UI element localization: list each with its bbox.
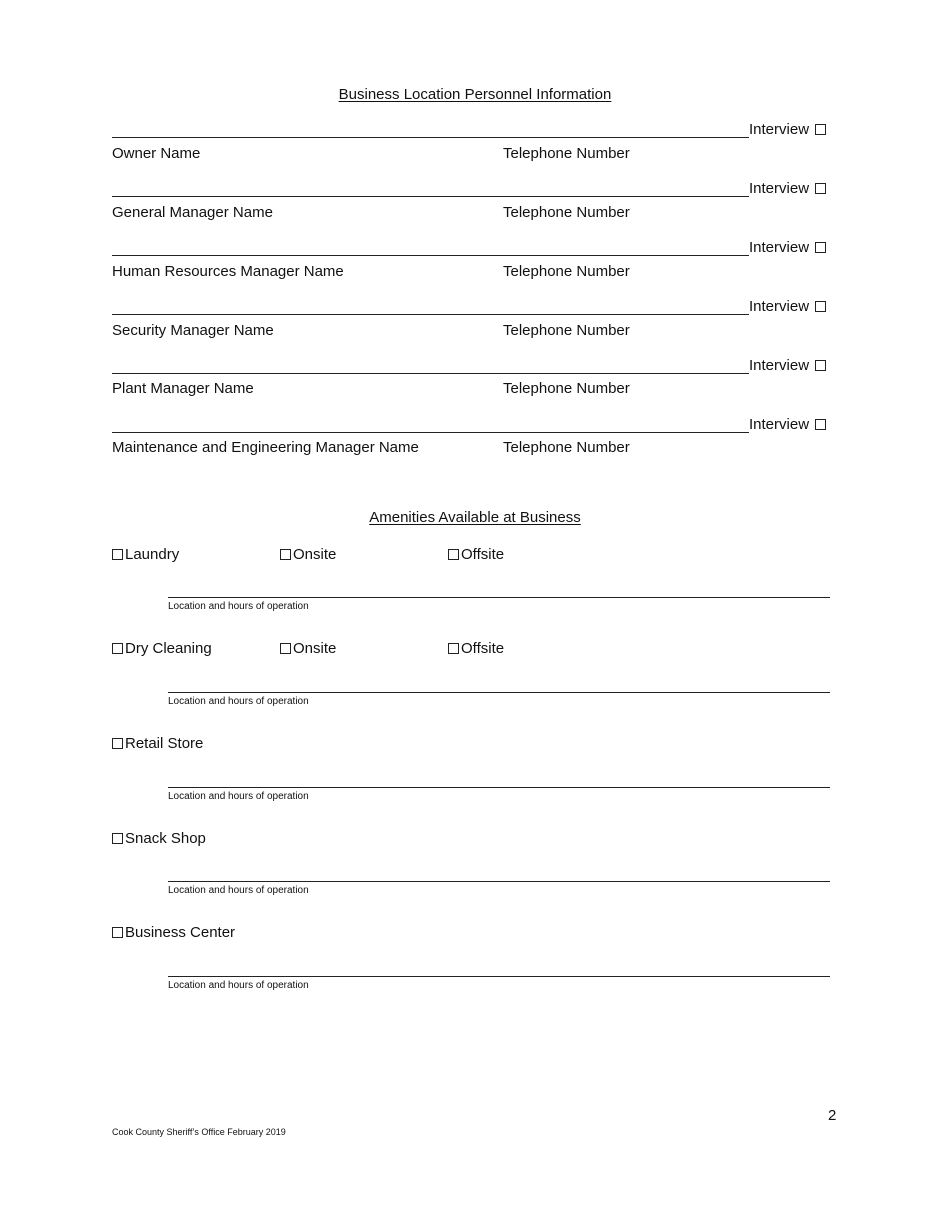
interview-checkbox-security-manager[interactable] xyxy=(749,298,826,315)
business-center-location-line[interactable] xyxy=(168,976,830,977)
checkbox-icon[interactable] xyxy=(280,549,291,560)
personnel-title: Business Location Personnel Information xyxy=(338,86,612,103)
checkbox-icon[interactable] xyxy=(815,124,826,135)
hr-manager-name-label: Human Resources Manager Name xyxy=(112,263,344,280)
checkbox-icon[interactable] xyxy=(815,242,826,253)
offsite-label: Offsite xyxy=(461,640,505,657)
location-hint: Location and hours of operation xyxy=(168,980,309,991)
snack-shop-checkbox[interactable] xyxy=(112,830,206,847)
interview-checkbox-general-manager[interactable] xyxy=(749,180,826,197)
location-hint: Location and hours of operation xyxy=(168,885,309,896)
interview-checkbox-owner[interactable] xyxy=(749,121,826,138)
laundry-offsite-checkbox[interactable] xyxy=(448,546,504,563)
telephone-number-label: Telephone Number xyxy=(503,380,630,397)
interview-label: Interview xyxy=(749,239,810,256)
location-hint: Location and hours of operation xyxy=(168,696,309,707)
retail-store-label: Retail Store xyxy=(125,735,204,752)
snack-shop-location-line[interactable] xyxy=(168,881,830,882)
laundry-location-line[interactable] xyxy=(168,597,830,598)
interview-label: Interview xyxy=(749,180,810,197)
checkbox-icon[interactable] xyxy=(448,549,459,560)
interview-label: Interview xyxy=(749,357,810,374)
checkbox-icon[interactable] xyxy=(112,738,123,749)
telephone-number-label: Telephone Number xyxy=(503,145,630,162)
checkbox-icon[interactable] xyxy=(112,833,123,844)
business-center-checkbox[interactable] xyxy=(112,924,235,941)
dry-cleaning-offsite-checkbox[interactable] xyxy=(448,640,504,657)
security-manager-name-label: Security Manager Name xyxy=(112,322,274,339)
checkbox-icon[interactable] xyxy=(815,301,826,312)
laundry-onsite-checkbox[interactable] xyxy=(280,546,336,563)
hr-manager-line[interactable] xyxy=(112,255,749,256)
interview-label: Interview xyxy=(749,416,810,433)
laundry-label: Laundry xyxy=(125,546,180,563)
checkbox-icon[interactable] xyxy=(815,360,826,371)
owner-name-label: Owner Name xyxy=(112,145,201,162)
checkbox-icon[interactable] xyxy=(112,643,123,654)
telephone-number-label: Telephone Number xyxy=(503,204,630,221)
checkbox-icon[interactable] xyxy=(815,183,826,194)
general-manager-line[interactable] xyxy=(112,196,749,197)
plant-manager-name-label: Plant Manager Name xyxy=(112,380,254,397)
dry-cleaning-onsite-checkbox[interactable] xyxy=(280,640,336,657)
interview-checkbox-plant-manager[interactable] xyxy=(749,357,826,374)
interview-checkbox-hr-manager[interactable] xyxy=(749,239,826,256)
interview-checkbox-maintenance-manager[interactable] xyxy=(749,416,826,433)
general-manager-name-label: General Manager Name xyxy=(112,204,273,221)
security-manager-line[interactable] xyxy=(112,314,749,315)
onsite-label: Onsite xyxy=(293,640,337,657)
snack-shop-label: Snack Shop xyxy=(125,830,206,847)
onsite-label: Onsite xyxy=(293,546,337,563)
retail-store-checkbox[interactable] xyxy=(112,735,203,752)
retail-store-location-line[interactable] xyxy=(168,787,830,788)
offsite-label: Offsite xyxy=(461,546,505,563)
footer-text: Cook County Sheriff’s Office February 2019 xyxy=(112,1127,286,1137)
dry-cleaning-label: Dry Cleaning xyxy=(125,640,212,657)
location-hint: Location and hours of operation xyxy=(168,601,309,612)
checkbox-icon[interactable] xyxy=(448,643,459,654)
owner-signature-line[interactable] xyxy=(112,137,749,138)
checkbox-icon[interactable] xyxy=(112,927,123,938)
maintenance-manager-name-label: Maintenance and Engineering Manager Name xyxy=(112,439,419,456)
telephone-number-label: Telephone Number xyxy=(503,439,630,456)
telephone-number-label: Telephone Number xyxy=(503,322,630,339)
maintenance-manager-line[interactable] xyxy=(112,432,749,433)
laundry-checkbox[interactable] xyxy=(112,546,179,563)
dry-cleaning-location-line[interactable] xyxy=(168,692,830,693)
telephone-number-label: Telephone Number xyxy=(503,263,630,280)
checkbox-icon[interactable] xyxy=(280,643,291,654)
business-center-label: Business Center xyxy=(125,924,236,941)
location-hint: Location and hours of operation xyxy=(168,791,309,802)
page-number: 2 xyxy=(828,1107,837,1124)
interview-label: Interview xyxy=(749,121,810,138)
plant-manager-line[interactable] xyxy=(112,373,749,374)
amenities-title: Amenities Available at Business xyxy=(369,509,581,526)
checkbox-icon[interactable] xyxy=(112,549,123,560)
checkbox-icon[interactable] xyxy=(815,419,826,430)
dry-cleaning-checkbox[interactable] xyxy=(112,640,212,657)
interview-label: Interview xyxy=(749,298,810,315)
